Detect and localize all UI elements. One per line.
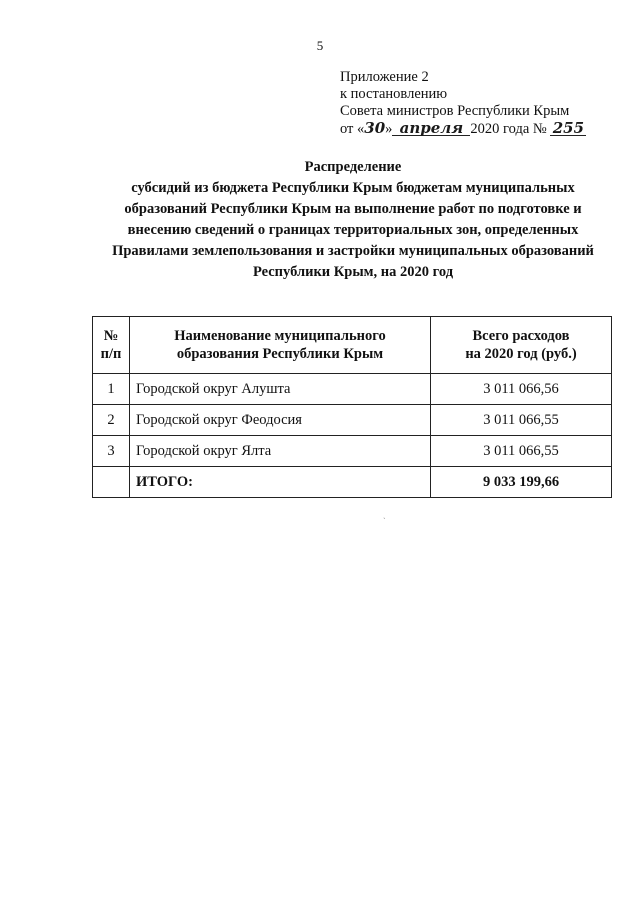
title-line-5: Правилами землепользования и застройки муниципальных образований	[112, 243, 594, 259]
table-total-row	[93, 467, 612, 498]
header-total-line1: Всего расходов	[472, 328, 570, 344]
row-amount: 3 011 066,55	[431, 436, 612, 467]
row-municipality: Городской округ Ялта	[130, 436, 431, 467]
date-year: 2020 года №	[470, 121, 547, 137]
scan-speck: ˎ	[383, 510, 386, 519]
distribution-table	[92, 316, 612, 498]
handwritten-day: 30	[364, 119, 386, 137]
title-line-3: образований Республики Крым на выполнение работ по подготовке и	[124, 201, 582, 217]
document-title	[88, 157, 618, 283]
header-total	[431, 317, 612, 374]
header-number	[93, 317, 130, 374]
header-total-line2: на 2020 год (руб.)	[465, 346, 577, 362]
appendix-title: Приложение 2	[340, 69, 429, 85]
row-number: 1	[93, 374, 130, 405]
date-prefix: от «	[340, 121, 365, 137]
title-line-1: Распределение	[304, 159, 402, 175]
handwritten-doc-number: 255	[550, 121, 586, 136]
handwritten-month: апреля	[392, 121, 470, 136]
date-quote-close: »	[385, 121, 393, 137]
title-line-4: внесению сведений о границах территориальных зон, определенных	[127, 222, 579, 238]
row-amount: 3 011 066,56	[431, 374, 612, 405]
total-label: ИТОГО:	[130, 467, 431, 498]
row-amount: 3 011 066,55	[431, 405, 612, 436]
table-row	[93, 374, 612, 405]
row-number: 3	[93, 436, 130, 467]
row-municipality: Городской округ Феодосия	[130, 405, 431, 436]
table-row	[93, 405, 612, 436]
total-number-empty	[93, 467, 130, 498]
appendix-issuer: Совета министров Республики Крым	[340, 103, 570, 119]
header-number-line2: п/п	[100, 346, 122, 362]
header-number-line1: №	[103, 328, 119, 344]
title-line-6: Республики Крым, на 2020 год	[252, 264, 454, 280]
appendix-reference: к постановлению	[340, 86, 448, 102]
table-header-row	[93, 317, 612, 374]
page-number: 5	[316, 38, 324, 53]
row-number: 2	[93, 405, 130, 436]
table-row	[93, 436, 612, 467]
title-line-2: субсидий из бюджета Республики Крым бюджетам муниципальных	[131, 180, 575, 196]
appendix-date-line	[340, 120, 586, 138]
total-amount: 9 033 199,66	[431, 467, 612, 498]
header-municipality-line2: образования Республики Крым	[176, 346, 384, 362]
appendix-block	[340, 69, 586, 138]
header-municipality-line1: Наименование муниципального	[174, 328, 386, 344]
row-municipality: Городской округ Алушта	[130, 374, 431, 405]
header-municipality	[130, 317, 431, 374]
